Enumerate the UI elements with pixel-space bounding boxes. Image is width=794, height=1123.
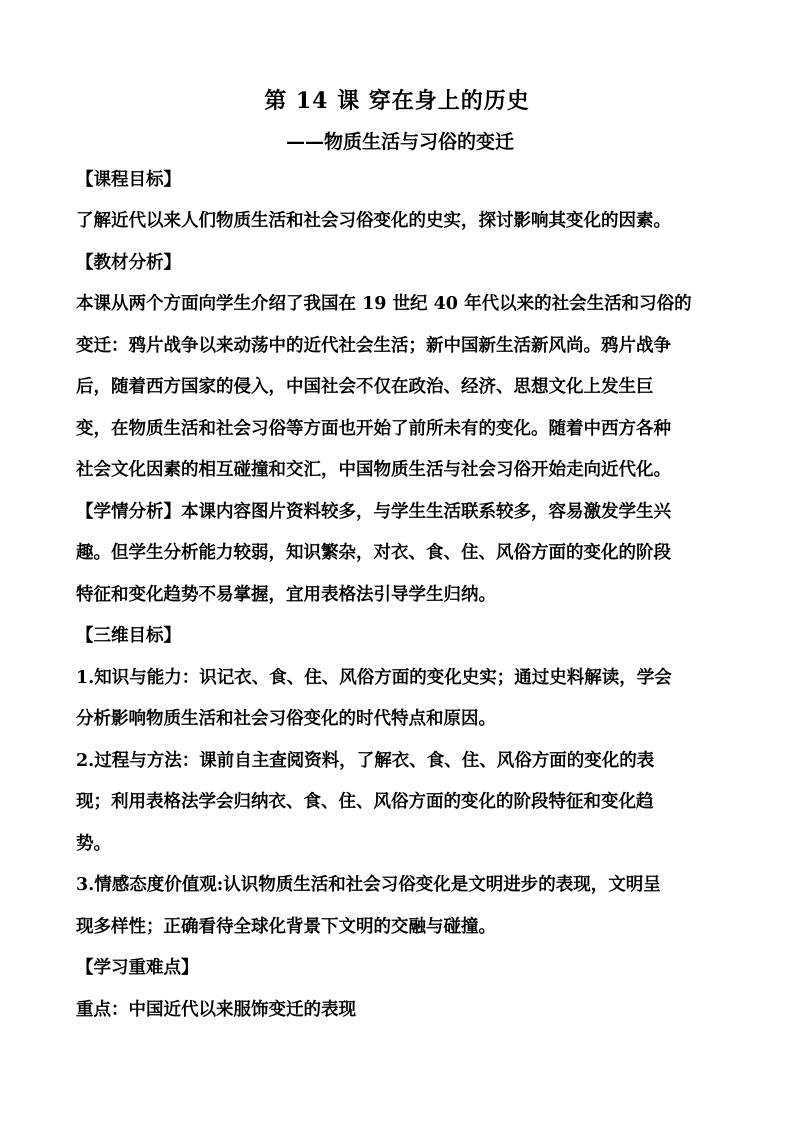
paragraph-line: 后，随着西方国家的侵入，中国社会不仅在政治、经济、思想文化上发生巨 — [76, 377, 654, 397]
paragraph-line: 本课从两个方面向学生介绍了我国在 19 世纪 40 年代以来的社会生活和习俗的 — [76, 294, 692, 314]
paragraph-line: 势。 — [76, 834, 111, 854]
section-heading-textbook-analysis: 【教材分析】 — [76, 253, 181, 273]
paragraph-line: 变迁：鸦片战争以来动荡中的近代社会生活；新中国新生活新风尚。鸦片战争 — [76, 336, 671, 356]
paragraph-line: 现多样性；正确看待全球化背景下文明的交融与碰撞。 — [76, 917, 496, 937]
paragraph-line: 1.知识与能力：识记衣、食、住、风俗方面的变化史实；通过史料解读，学会 — [76, 668, 672, 688]
section-heading-course-goal: 【课程目标】 — [76, 170, 181, 190]
paragraph-line: 分析影响物质生活和社会习俗变化的时代特点和原因。 — [76, 709, 496, 729]
paragraph-line: 2.过程与方法：课前自主查阅资料，了解衣、食、住、风俗方面的变化的表 — [76, 751, 655, 771]
section-heading-key-difficulties: 【学习重难点】 — [76, 958, 199, 978]
section-heading-three-dimensional-goals: 【三维目标】 — [76, 626, 181, 646]
paragraph-line: 3.情感态度价值观:认识物质生活和社会习俗变化是文明进步的表现，文明呈 — [76, 875, 661, 895]
paragraph-line: 社会文化因素的相互碰撞和交汇，中国物质生活与社会习俗开始走向近代化。 — [76, 460, 671, 480]
paragraph-line: 重点：中国近代以来服饰变迁的表现 — [76, 1000, 356, 1020]
lesson-title: 第 14 课 穿在身上的历史 — [264, 88, 530, 114]
paragraph-line: 变，在物质生活和社会习俗等方面也开始了前所未有的变化。随着中西方各种 — [76, 419, 671, 439]
lesson-subtitle: ——物质生活与习俗的变迁 — [285, 131, 514, 153]
paragraph-line: 现；利用表格法学会归纳衣、食、住、风俗方面的变化的阶段特征和变化趋 — [76, 792, 654, 812]
paragraph-line: 了解近代以来人们物质生活和社会习俗变化的史实，探讨影响其变化的因素。 — [76, 211, 671, 231]
section-heading-learner-analysis: 【学情分析】本课内容图片资料较多，与学生生活联系较多，容易激发学生兴 — [76, 502, 671, 522]
paragraph-line: 特征和变化趋势不易掌握，宜用表格法引导学生归纳。 — [76, 585, 496, 605]
paragraph-line: 趣。但学生分析能力较弱，知识繁杂，对衣、食、住、风俗方面的变化的阶段 — [76, 543, 671, 563]
